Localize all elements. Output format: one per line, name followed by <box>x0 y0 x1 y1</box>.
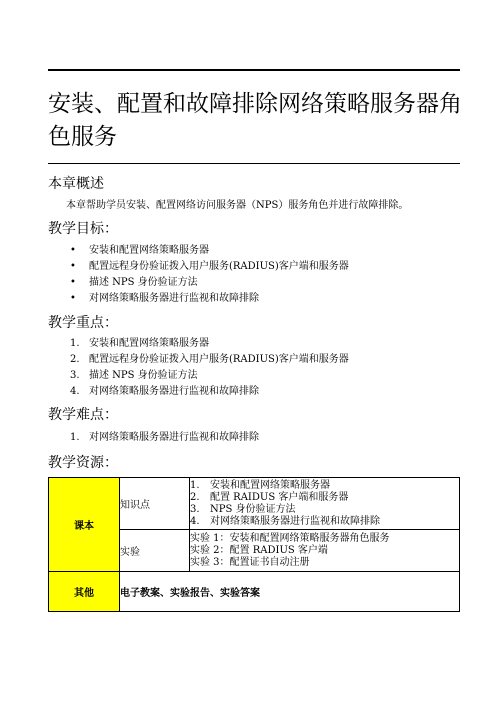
key-points-list <box>70 336 349 400</box>
list-item: • 对网络策略服务器进行监视和故障排除 <box>70 291 349 307</box>
other-label-cell: 其他 <box>49 572 120 612</box>
list-item: 1. 安装和配置网络策略服务器 <box>190 479 330 491</box>
lab-label-cell: 实验 <box>120 530 190 572</box>
list-item: 4. 对网络策略服务器进行监视和故障排除 <box>190 515 380 527</box>
knowledge-content-cell <box>190 478 460 530</box>
list-item: 2. 配置 RAIDUS 客户端和服务器 <box>190 491 349 503</box>
top-rule <box>48 69 460 71</box>
bullet-marker: • <box>70 245 76 256</box>
list-item: 4. 对网络策略服务器进行监视和故障排除 <box>70 386 259 397</box>
resources-table <box>48 477 460 612</box>
resources-heading: 教学资源： <box>48 455 118 471</box>
list-item: 实验 1：安装和配置网络策略服务器角色服务 <box>190 532 390 544</box>
list-item: 实验 2：配置 RADIUS 客户端 <box>190 544 328 556</box>
knowledge-label-cell: 知识点 <box>120 478 190 530</box>
lab-content-cell <box>190 530 460 572</box>
list-item: 1. 安装和配置网络策略服务器 <box>70 338 209 349</box>
title-underline <box>48 163 460 164</box>
other-content-cell: 电子教案、实验报告、实验答案 <box>120 572 460 612</box>
overview-heading: 本章概述 <box>48 176 104 192</box>
list-item: • 安装和配置网络策略服务器 <box>70 243 349 259</box>
goals-list <box>70 243 349 307</box>
textbook-label-cell: 课本 <box>49 478 120 572</box>
list-item: 3. NPS 身份验证方法 <box>190 503 296 515</box>
bullet-marker: • <box>70 261 76 272</box>
list-item: 实验 3：配置证书自动注册 <box>190 556 310 568</box>
list-item: 1. 对网络策略服务器进行监视和故障排除 <box>70 432 259 443</box>
list-item: 2. 配置远程身份验证拨入用户服务(RADIUS)客户端和服务器 <box>70 354 349 365</box>
page-title: 安装、配置和故障排除网络策略服务器角色服务 <box>48 91 462 150</box>
list-item: 3. 描述 NPS 身份验证方法 <box>70 370 198 381</box>
key-points-heading: 教学重点： <box>48 315 118 331</box>
bullet-marker: • <box>70 293 76 304</box>
overview-text: 本章帮助学员安装、配置网络访问服务器（NPS）服务角色并进行故障排除。 <box>66 200 409 211</box>
difficulties-heading: 教学难点： <box>48 407 118 423</box>
list-item: • 配置远程身份验证拨入用户服务(RADIUS)客户端和服务器 <box>70 259 349 275</box>
bullet-marker: • <box>70 277 76 288</box>
list-item: • 描述 NPS 身份验证方法 <box>70 275 349 291</box>
difficulties-list <box>70 430 259 446</box>
goals-heading: 教学目标： <box>48 221 118 237</box>
